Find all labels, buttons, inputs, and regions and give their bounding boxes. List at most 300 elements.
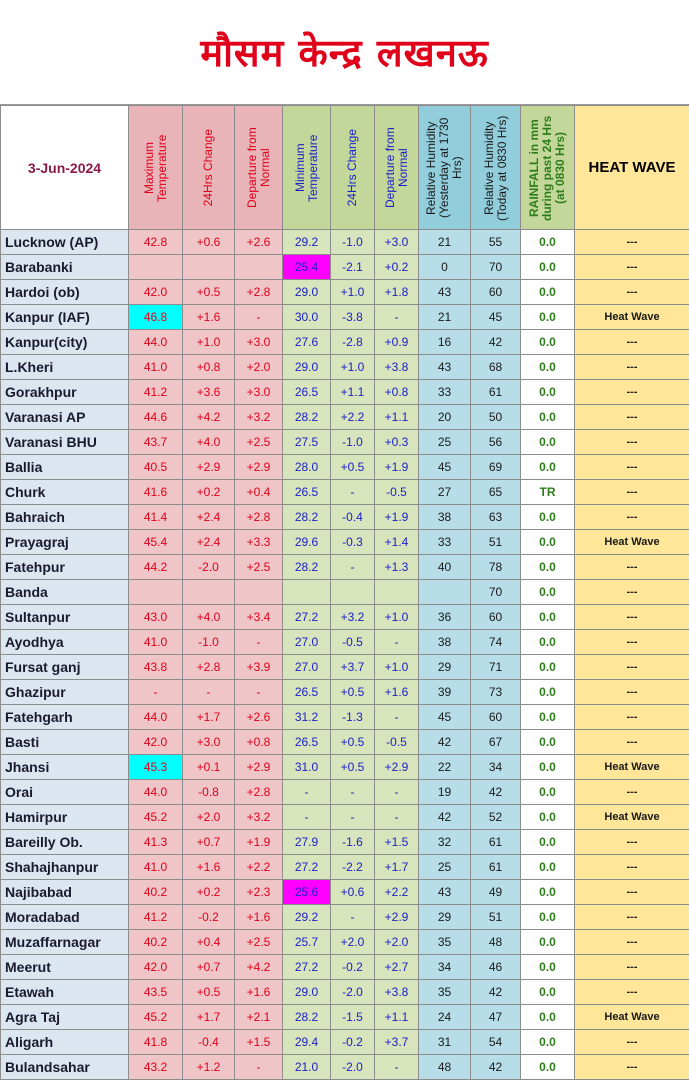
max-temp-cell: [129, 255, 183, 280]
rh-1730-cell: 16: [419, 330, 471, 355]
rainfall-cell: 0.0: [521, 555, 575, 580]
rh-1730-cell: 43: [419, 355, 471, 380]
max-change-cell: +0.6: [183, 230, 235, 255]
rh-1730-cell: 25: [419, 855, 471, 880]
heat-wave-cell: ---: [575, 905, 689, 930]
rh-0830-cell: 47: [471, 1005, 521, 1030]
rh-1730-cell: 42: [419, 805, 471, 830]
station-name: Hamirpur: [1, 805, 129, 830]
heat-wave-cell: ---: [575, 630, 689, 655]
max-change-cell: -0.8: [183, 780, 235, 805]
max-temp-cell: 46.8: [129, 305, 183, 330]
rh-0830-cell: 60: [471, 605, 521, 630]
min-change-cell: -2.1: [331, 255, 375, 280]
min-temp-cell: -: [283, 780, 331, 805]
min-temp-cell: 28.2: [283, 555, 331, 580]
min-departure-cell: -: [375, 630, 419, 655]
min-change-cell: +2.2: [331, 405, 375, 430]
min-temp-cell: 30.0: [283, 305, 331, 330]
rh-1730-cell: 27: [419, 480, 471, 505]
max-change-cell: +0.8: [183, 355, 235, 380]
station-name: Kanpur(city): [1, 330, 129, 355]
max-change-cell: +0.2: [183, 880, 235, 905]
heat-wave-cell: ---: [575, 705, 689, 730]
table-row: [1, 405, 689, 430]
station-name: Ayodhya: [1, 630, 129, 655]
station-name: Moradabad: [1, 905, 129, 930]
heat-wave-cell: ---: [575, 355, 689, 380]
max-departure-cell: [235, 255, 283, 280]
max-temp-cell: 40.5: [129, 455, 183, 480]
min-change-cell: -: [331, 780, 375, 805]
table-row: [1, 555, 689, 580]
max-change-cell: -: [183, 680, 235, 705]
rh-0830-cell: 42: [471, 780, 521, 805]
max-departure-cell: +0.4: [235, 480, 283, 505]
col-max-change: 24Hrs Change: [183, 106, 235, 230]
max-departure-cell: +2.9: [235, 455, 283, 480]
heat-wave-cell: ---: [575, 505, 689, 530]
rh-0830-cell: 52: [471, 805, 521, 830]
min-temp-cell: 27.0: [283, 630, 331, 655]
heat-wave-cell: ---: [575, 855, 689, 880]
rainfall-cell: 0.0: [521, 280, 575, 305]
max-temp-cell: 42.8: [129, 230, 183, 255]
min-change-cell: +0.5: [331, 680, 375, 705]
max-temp-cell: 41.0: [129, 355, 183, 380]
rh-1730-cell: 43: [419, 880, 471, 905]
max-change-cell: +3.0: [183, 730, 235, 755]
min-temp-cell: 29.0: [283, 355, 331, 380]
max-change-cell: +2.0: [183, 805, 235, 830]
rh-0830-cell: 51: [471, 530, 521, 555]
min-departure-cell: +1.8: [375, 280, 419, 305]
min-change-cell: [331, 580, 375, 605]
min-change-cell: +0.5: [331, 730, 375, 755]
rh-1730-cell: 48: [419, 1055, 471, 1080]
min-temp-cell: 27.0: [283, 655, 331, 680]
min-change-cell: +1.1: [331, 380, 375, 405]
min-departure-cell: +1.9: [375, 455, 419, 480]
max-change-cell: +2.9: [183, 455, 235, 480]
max-temp-cell: 41.4: [129, 505, 183, 530]
min-temp-cell: 28.2: [283, 505, 331, 530]
max-change-cell: +1.7: [183, 705, 235, 730]
max-temp-cell: 45.4: [129, 530, 183, 555]
max-change-cell: -0.4: [183, 1030, 235, 1055]
table-row: [1, 730, 689, 755]
max-temp-cell: 44.0: [129, 705, 183, 730]
max-change-cell: +2.8: [183, 655, 235, 680]
rh-0830-cell: 70: [471, 580, 521, 605]
rh-1730-cell: 39: [419, 680, 471, 705]
rainfall-cell: 0.0: [521, 905, 575, 930]
table-row: [1, 330, 689, 355]
min-change-cell: +1.0: [331, 280, 375, 305]
heat-wave-cell: ---: [575, 955, 689, 980]
table-row: [1, 255, 689, 280]
min-temp-cell: 26.5: [283, 480, 331, 505]
min-temp-cell: 27.2: [283, 605, 331, 630]
rh-0830-cell: 68: [471, 355, 521, 380]
min-temp-cell: 27.2: [283, 955, 331, 980]
station-name: Agra Taj: [1, 1005, 129, 1030]
max-temp-cell: 43.2: [129, 1055, 183, 1080]
max-temp-cell: 41.2: [129, 905, 183, 930]
max-change-cell: -0.2: [183, 905, 235, 930]
min-change-cell: +3.2: [331, 605, 375, 630]
max-change-cell: +4.0: [183, 605, 235, 630]
max-departure-cell: +4.2: [235, 955, 283, 980]
min-departure-cell: +2.2: [375, 880, 419, 905]
rainfall-cell: 0.0: [521, 330, 575, 355]
min-temp-cell: 26.5: [283, 730, 331, 755]
heat-wave-cell: ---: [575, 405, 689, 430]
table-row: [1, 655, 689, 680]
min-temp-cell: 21.0: [283, 1055, 331, 1080]
rh-0830-cell: 74: [471, 630, 521, 655]
heat-wave-cell: ---: [575, 455, 689, 480]
report-date: 3-Jun-2024: [1, 106, 129, 230]
heat-wave-cell: Heat Wave: [575, 805, 689, 830]
rh-1730-cell: 33: [419, 380, 471, 405]
rh-0830-cell: 34: [471, 755, 521, 780]
min-departure-cell: +0.2: [375, 255, 419, 280]
rh-1730-cell: 45: [419, 705, 471, 730]
col-max-departure: Departure from Normal: [235, 106, 283, 230]
min-change-cell: -2.0: [331, 980, 375, 1005]
station-name: Varanasi AP: [1, 405, 129, 430]
table-row: [1, 1005, 689, 1030]
min-change-cell: -1.0: [331, 230, 375, 255]
max-change-cell: [183, 255, 235, 280]
min-change-cell: -0.5: [331, 630, 375, 655]
max-departure-cell: +2.5: [235, 430, 283, 455]
table-row: [1, 830, 689, 855]
max-change-cell: +1.6: [183, 305, 235, 330]
min-change-cell: -2.2: [331, 855, 375, 880]
heat-wave-cell: ---: [575, 430, 689, 455]
max-departure-cell: +2.2: [235, 855, 283, 880]
rh-0830-cell: 61: [471, 830, 521, 855]
col-rh-0830: Relative Humidity (Today at 0830 Hrs): [471, 106, 521, 230]
rainfall-cell: 0.0: [521, 805, 575, 830]
min-departure-cell: -0.5: [375, 480, 419, 505]
min-departure-cell: +1.0: [375, 655, 419, 680]
min-departure-cell: +2.9: [375, 755, 419, 780]
station-name: Fatehgarh: [1, 705, 129, 730]
min-temp-cell: 29.0: [283, 280, 331, 305]
min-departure-cell: +2.0: [375, 930, 419, 955]
max-temp-cell: 44.0: [129, 780, 183, 805]
min-change-cell: +1.0: [331, 355, 375, 380]
max-change-cell: +0.5: [183, 280, 235, 305]
rh-1730-cell: 25: [419, 430, 471, 455]
min-change-cell: +2.0: [331, 930, 375, 955]
max-departure-cell: -: [235, 305, 283, 330]
min-change-cell: -1.0: [331, 430, 375, 455]
max-change-cell: +2.4: [183, 505, 235, 530]
rainfall-cell: TR: [521, 480, 575, 505]
rainfall-cell: 0.0: [521, 605, 575, 630]
rh-1730-cell: 19: [419, 780, 471, 805]
table-row: [1, 480, 689, 505]
rainfall-cell: 0.0: [521, 355, 575, 380]
rainfall-cell: 0.0: [521, 455, 575, 480]
max-temp-cell: 41.0: [129, 855, 183, 880]
min-temp-cell: [283, 580, 331, 605]
rh-0830-cell: 45: [471, 305, 521, 330]
max-departure-cell: +3.9: [235, 655, 283, 680]
max-change-cell: +0.2: [183, 480, 235, 505]
max-temp-cell: 45.2: [129, 1005, 183, 1030]
max-departure-cell: +2.6: [235, 230, 283, 255]
max-departure-cell: -: [235, 1055, 283, 1080]
max-change-cell: +1.0: [183, 330, 235, 355]
rh-0830-cell: 60: [471, 280, 521, 305]
min-departure-cell: +1.7: [375, 855, 419, 880]
heat-wave-cell: ---: [575, 280, 689, 305]
max-change-cell: +0.4: [183, 930, 235, 955]
min-change-cell: +0.6: [331, 880, 375, 905]
station-name: Etawah: [1, 980, 129, 1005]
max-change-cell: [183, 580, 235, 605]
max-departure-cell: +2.0: [235, 355, 283, 380]
table-row: [1, 705, 689, 730]
min-temp-cell: 25.6: [283, 880, 331, 905]
max-temp-cell: 45.2: [129, 805, 183, 830]
max-temp-cell: 44.2: [129, 555, 183, 580]
heat-wave-cell: ---: [575, 980, 689, 1005]
max-change-cell: +0.7: [183, 830, 235, 855]
rainfall-cell: 0.0: [521, 530, 575, 555]
heat-wave-cell: ---: [575, 680, 689, 705]
max-departure-cell: +2.8: [235, 780, 283, 805]
max-change-cell: +3.6: [183, 380, 235, 405]
min-departure-cell: [375, 580, 419, 605]
station-name: Fursat ganj: [1, 655, 129, 680]
max-departure-cell: +3.2: [235, 805, 283, 830]
station-name: Orai: [1, 780, 129, 805]
col-min-temp: Minimum Temperature: [283, 106, 331, 230]
heat-wave-cell: Heat Wave: [575, 755, 689, 780]
rainfall-cell: 0.0: [521, 855, 575, 880]
rh-1730-cell: 24: [419, 1005, 471, 1030]
table-row: [1, 280, 689, 305]
station-name: Churk: [1, 480, 129, 505]
max-temp-cell: 41.0: [129, 630, 183, 655]
rh-1730-cell: 38: [419, 630, 471, 655]
max-change-cell: +0.5: [183, 980, 235, 1005]
rh-0830-cell: 63: [471, 505, 521, 530]
rh-0830-cell: 55: [471, 230, 521, 255]
max-change-cell: +0.1: [183, 755, 235, 780]
min-temp-cell: 25.4: [283, 255, 331, 280]
table-row: [1, 855, 689, 880]
max-temp-cell: 42.0: [129, 280, 183, 305]
min-change-cell: -: [331, 905, 375, 930]
max-departure-cell: -: [235, 630, 283, 655]
min-departure-cell: +3.0: [375, 230, 419, 255]
rh-1730-cell: 40: [419, 555, 471, 580]
heat-wave-cell: ---: [575, 730, 689, 755]
max-departure-cell: +2.8: [235, 280, 283, 305]
min-temp-cell: 29.2: [283, 230, 331, 255]
min-change-cell: -: [331, 555, 375, 580]
rh-0830-cell: 67: [471, 730, 521, 755]
rh-1730-cell: 29: [419, 905, 471, 930]
min-change-cell: -0.2: [331, 1030, 375, 1055]
table-row: [1, 880, 689, 905]
station-name: Bulandsahar: [1, 1055, 129, 1080]
rh-1730-cell: 43: [419, 280, 471, 305]
max-change-cell: -1.0: [183, 630, 235, 655]
max-change-cell: +2.4: [183, 530, 235, 555]
max-temp-cell: 44.0: [129, 330, 183, 355]
col-rainfall: RAINFALL in mm during past 24 Hrs (at 0830 Hrs): [521, 106, 575, 230]
max-departure-cell: +2.1: [235, 1005, 283, 1030]
min-departure-cell: -: [375, 805, 419, 830]
rainfall-cell: 0.0: [521, 305, 575, 330]
max-departure-cell: -: [235, 680, 283, 705]
rainfall-cell: 0.0: [521, 230, 575, 255]
heat-wave-cell: ---: [575, 380, 689, 405]
min-change-cell: -0.2: [331, 955, 375, 980]
heat-wave-cell: Heat Wave: [575, 1005, 689, 1030]
min-change-cell: -1.6: [331, 830, 375, 855]
max-departure-cell: +1.6: [235, 980, 283, 1005]
rainfall-cell: 0.0: [521, 930, 575, 955]
table-row: [1, 755, 689, 780]
min-change-cell: +3.7: [331, 655, 375, 680]
min-departure-cell: +3.7: [375, 1030, 419, 1055]
rh-1730-cell: 20: [419, 405, 471, 430]
rh-0830-cell: 42: [471, 980, 521, 1005]
rainfall-cell: 0.0: [521, 755, 575, 780]
rh-1730-cell: 42: [419, 730, 471, 755]
station-name: Shahajhanpur: [1, 855, 129, 880]
rainfall-cell: 0.0: [521, 430, 575, 455]
rh-0830-cell: 60: [471, 705, 521, 730]
rainfall-cell: 0.0: [521, 405, 575, 430]
station-name: Ghazipur: [1, 680, 129, 705]
heat-wave-cell: ---: [575, 255, 689, 280]
rainfall-cell: 0.0: [521, 830, 575, 855]
max-temp-cell: 45.3: [129, 755, 183, 780]
max-change-cell: +1.6: [183, 855, 235, 880]
max-departure-cell: +1.6: [235, 905, 283, 930]
min-departure-cell: +1.0: [375, 605, 419, 630]
table-row: [1, 605, 689, 630]
table-row: [1, 1055, 689, 1080]
max-change-cell: +4.0: [183, 430, 235, 455]
rainfall-cell: 0.0: [521, 630, 575, 655]
rh-1730-cell: 34: [419, 955, 471, 980]
col-rh-1730: Relative Humidity (Yesterday at 1730 Hrs): [419, 106, 471, 230]
station-name: Jhansi: [1, 755, 129, 780]
rh-1730-cell: 45: [419, 455, 471, 480]
max-departure-cell: +2.5: [235, 555, 283, 580]
rainfall-cell: 0.0: [521, 980, 575, 1005]
station-name: Bareilly Ob.: [1, 830, 129, 855]
rainfall-cell: 0.0: [521, 1005, 575, 1030]
min-temp-cell: 26.5: [283, 380, 331, 405]
rh-1730-cell: 0: [419, 255, 471, 280]
max-temp-cell: 41.8: [129, 1030, 183, 1055]
min-temp-cell: 28.0: [283, 455, 331, 480]
rainfall-cell: 0.0: [521, 255, 575, 280]
station-name: Muzaffarnagar: [1, 930, 129, 955]
table-row: [1, 980, 689, 1005]
min-temp-cell: 29.2: [283, 905, 331, 930]
min-temp-cell: 29.0: [283, 980, 331, 1005]
min-temp-cell: 25.7: [283, 930, 331, 955]
heat-wave-cell: Heat Wave: [575, 530, 689, 555]
heat-wave-cell: ---: [575, 1055, 689, 1080]
min-change-cell: -: [331, 805, 375, 830]
min-temp-cell: -: [283, 805, 331, 830]
max-temp-cell: 42.0: [129, 730, 183, 755]
min-departure-cell: +0.3: [375, 430, 419, 455]
station-name: Fatehpur: [1, 555, 129, 580]
table-row: [1, 630, 689, 655]
max-departure-cell: +2.3: [235, 880, 283, 905]
rh-0830-cell: 54: [471, 1030, 521, 1055]
heat-wave-cell: ---: [575, 230, 689, 255]
rh-1730-cell: 29: [419, 655, 471, 680]
station-name: Bahraich: [1, 505, 129, 530]
rh-0830-cell: 42: [471, 1055, 521, 1080]
heat-wave-cell: ---: [575, 555, 689, 580]
rh-1730-cell: 35: [419, 930, 471, 955]
station-name: Varanasi BHU: [1, 430, 129, 455]
max-change-cell: +1.2: [183, 1055, 235, 1080]
station-name: Najibabad: [1, 880, 129, 905]
station-name: Hardoi (ob): [1, 280, 129, 305]
max-departure-cell: +1.5: [235, 1030, 283, 1055]
heat-wave-cell: ---: [575, 880, 689, 905]
min-change-cell: -0.4: [331, 505, 375, 530]
max-departure-cell: +2.5: [235, 930, 283, 955]
rh-1730-cell: 35: [419, 980, 471, 1005]
min-departure-cell: +3.8: [375, 355, 419, 380]
rainfall-cell: 0.0: [521, 655, 575, 680]
min-temp-cell: 26.5: [283, 680, 331, 705]
min-departure-cell: +3.8: [375, 980, 419, 1005]
rh-0830-cell: 51: [471, 905, 521, 930]
min-departure-cell: +1.5: [375, 830, 419, 855]
rh-0830-cell: 78: [471, 555, 521, 580]
min-temp-cell: 31.2: [283, 705, 331, 730]
max-temp-cell: 43.7: [129, 430, 183, 455]
rainfall-cell: 0.0: [521, 580, 575, 605]
station-name: Banda: [1, 580, 129, 605]
max-temp-cell: 40.2: [129, 880, 183, 905]
min-departure-cell: +1.6: [375, 680, 419, 705]
max-temp-cell: -: [129, 680, 183, 705]
max-departure-cell: +2.6: [235, 705, 283, 730]
rh-0830-cell: 50: [471, 405, 521, 430]
rh-1730-cell: 32: [419, 830, 471, 855]
min-temp-cell: 29.6: [283, 530, 331, 555]
max-departure-cell: +3.2: [235, 405, 283, 430]
min-departure-cell: +0.9: [375, 330, 419, 355]
min-temp-cell: 27.5: [283, 430, 331, 455]
page-title: मौसम केन्द्र लखनऊ: [200, 31, 489, 75]
station-name: Kanpur (IAF): [1, 305, 129, 330]
table-row: [1, 305, 689, 330]
rainfall-cell: 0.0: [521, 955, 575, 980]
